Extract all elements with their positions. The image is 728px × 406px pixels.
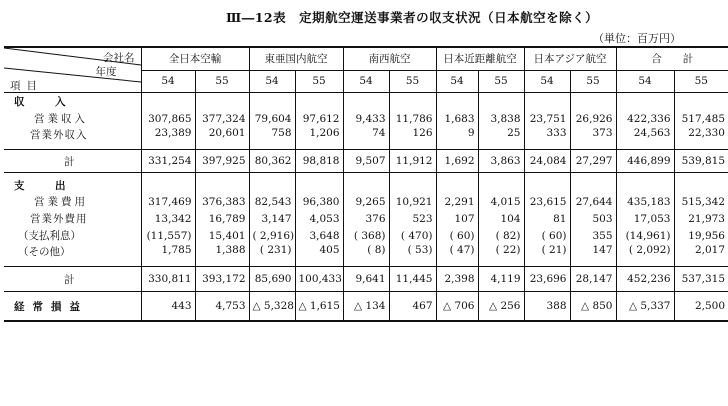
- cell: 355: [570, 227, 616, 244]
- cell: 9,507: [343, 150, 389, 173]
- cell: 3,648: [295, 227, 343, 244]
- row-label: 営業収入: [4, 110, 141, 127]
- cell: 4,753: [195, 292, 249, 322]
- company-header-sw: 南西航空: [343, 47, 436, 70]
- table-row: [4, 227, 728, 244]
- table-title: Ⅲ―12表 定期航空運送事業者の収支状況（日本航空を除く）: [226, 10, 599, 25]
- cell: 107: [436, 210, 478, 227]
- row-label: 営業外収入: [4, 127, 141, 150]
- cell: 11,445: [389, 267, 436, 292]
- cell: 2,291: [436, 193, 478, 210]
- cell: 443: [141, 292, 195, 322]
- cell: 4,015: [478, 193, 524, 210]
- table-row: [4, 244, 728, 267]
- cell: 405: [295, 244, 343, 267]
- company-header-total: 合 計: [616, 47, 728, 70]
- row-label: （その他）: [4, 244, 141, 267]
- row-label: 計: [4, 267, 141, 292]
- cell: 25: [478, 127, 524, 150]
- year-header: 54: [436, 70, 478, 92]
- cell: ( 82): [478, 227, 524, 244]
- year-header: 55: [389, 70, 436, 92]
- row-label: 営業外費用: [4, 210, 141, 227]
- cell: 97,612: [295, 110, 343, 127]
- year-header: 55: [478, 70, 524, 92]
- cell: 13,342: [141, 210, 195, 227]
- section-income-row: [4, 93, 728, 111]
- table-row-total: [4, 267, 728, 292]
- section-income-label: 収 入: [4, 93, 141, 111]
- cell: 1,683: [436, 110, 478, 127]
- company-header-jaa: 日本アジア航空: [524, 47, 616, 70]
- cell: 317,469: [141, 193, 195, 210]
- cell: 515,342: [681, 195, 725, 208]
- cell: 98,818: [295, 150, 343, 173]
- year-header: 54: [343, 70, 389, 92]
- cell: 503: [570, 210, 616, 227]
- row-label: 営業費用: [4, 193, 141, 210]
- cell: 3,147: [249, 210, 295, 227]
- cell: 422,336: [616, 110, 674, 127]
- cell: 104: [478, 210, 524, 227]
- table-row-ordinary: [4, 292, 728, 322]
- year-label: 年度: [95, 66, 117, 78]
- cell: 9,265: [343, 193, 389, 210]
- section-expense-label: 支 出: [4, 173, 141, 194]
- cell: 23,751: [524, 110, 570, 127]
- table-row: [4, 127, 728, 150]
- company-header-tda: 東亜国内航空: [249, 47, 343, 70]
- cell: ( 53): [389, 244, 436, 267]
- cell: 74: [343, 127, 389, 150]
- cell: 2,398: [436, 267, 478, 292]
- cell: 82,543: [249, 193, 295, 210]
- cell: 1,785: [141, 244, 195, 267]
- cell: △ 850: [570, 292, 616, 322]
- year-header: 55: [570, 70, 616, 92]
- cell: 517,485: [681, 112, 725, 125]
- table-row-total: [4, 150, 728, 173]
- cell: 2,500: [674, 292, 728, 322]
- cell: 23,696: [524, 267, 570, 292]
- cell: 96,380: [295, 193, 343, 210]
- cell: 23,615: [524, 193, 570, 210]
- cell: △ 706: [436, 292, 478, 322]
- cell: 27,644: [570, 193, 616, 210]
- year-header: 55: [195, 70, 249, 92]
- cell: 9: [436, 127, 478, 150]
- row-label: 計: [4, 150, 141, 173]
- cell: 10,921: [389, 193, 436, 210]
- cell: 537,315: [674, 267, 728, 292]
- cell: 307,865: [141, 110, 195, 127]
- cell: ( 47): [436, 244, 478, 267]
- cell: ( 60): [524, 227, 570, 244]
- cell: 377,324: [195, 110, 249, 127]
- cell: 539,815: [674, 150, 728, 173]
- cell: 373: [570, 127, 616, 150]
- cell: 333: [524, 127, 570, 150]
- cell: 758: [249, 127, 295, 150]
- table-row: [4, 193, 728, 210]
- cell: 27,297: [570, 150, 616, 173]
- year-header: 54: [616, 70, 674, 92]
- cell: 28,147: [570, 267, 616, 292]
- cell: 23,389: [141, 127, 195, 150]
- cell: 3,838: [478, 110, 524, 127]
- cell: △ 134: [343, 292, 389, 322]
- cell: ( 368): [343, 227, 389, 244]
- cell: 2,017: [694, 244, 725, 256]
- cell: 100,433: [295, 267, 343, 292]
- cell: 467: [389, 292, 436, 322]
- cell: 24,084: [524, 150, 570, 173]
- cell: 9,433: [343, 110, 389, 127]
- cell: 147: [570, 244, 616, 267]
- cell: 81: [524, 210, 570, 227]
- year-header: 55: [694, 75, 708, 88]
- income-expense-table: [4, 46, 728, 322]
- cell: 330,811: [141, 267, 195, 292]
- table-row: [4, 210, 728, 227]
- row-label: 経常損益: [4, 292, 141, 322]
- item-label: 項目: [10, 80, 43, 92]
- cell: ( 22): [478, 244, 524, 267]
- corner-header: [4, 47, 141, 93]
- cell: 1,206: [295, 127, 343, 150]
- cell: 393,172: [195, 267, 249, 292]
- cell: 331,254: [141, 150, 195, 173]
- cell: ( 231): [249, 244, 295, 267]
- cell: 126: [389, 127, 436, 150]
- table-row: [4, 110, 728, 127]
- cell: 19,956: [688, 229, 725, 242]
- cell: ( 470): [389, 227, 436, 244]
- section-expense-row: [4, 173, 728, 194]
- cell: 26,926: [570, 110, 616, 127]
- cell: (14,961): [616, 227, 674, 244]
- unit-label: （単位：百万円）: [593, 32, 681, 45]
- year-header: 55: [295, 70, 343, 92]
- cell: 79,604: [249, 110, 295, 127]
- cell: △ 256: [478, 292, 524, 322]
- cell: ( 21): [524, 244, 570, 267]
- cell: ( 60): [436, 227, 478, 244]
- cell: 17,053: [616, 210, 674, 227]
- cell: 376,383: [195, 193, 249, 210]
- cell: (11,557): [141, 227, 195, 244]
- cell: ( 8): [343, 244, 389, 267]
- cell: 11,912: [389, 150, 436, 173]
- cell: 452,236: [616, 267, 674, 292]
- cell: 11,786: [389, 110, 436, 127]
- cell: 397,925: [195, 150, 249, 173]
- row-label: （支払利息）: [4, 227, 141, 244]
- cell: 16,789: [195, 210, 249, 227]
- cell: 4,053: [295, 210, 343, 227]
- year-header: 54: [249, 70, 295, 92]
- cell: 24,563: [616, 127, 674, 150]
- cell: 523: [389, 210, 436, 227]
- cell: ( 2,092): [616, 244, 674, 267]
- cell: 22,330: [688, 127, 725, 139]
- cell: △ 5,328: [249, 292, 295, 322]
- company-header-nkk: 日本近距離航空: [436, 47, 524, 70]
- cell: 376: [343, 210, 389, 227]
- cell: △ 1,615: [295, 292, 343, 322]
- cell: 435,183: [616, 193, 674, 210]
- cell: △ 5,337: [616, 292, 674, 322]
- header-company-row: [4, 47, 728, 70]
- cell: 9,641: [343, 267, 389, 292]
- cell: 21,973: [688, 212, 725, 225]
- company-label: 会社名: [103, 52, 135, 64]
- cell: 446,899: [616, 150, 674, 173]
- cell: 20,601: [195, 127, 249, 150]
- cell: 3,863: [478, 150, 524, 173]
- cell: 1,388: [195, 244, 249, 267]
- cell: 15,401: [195, 227, 249, 244]
- cell: 4,119: [478, 267, 524, 292]
- cell: 1,692: [436, 150, 478, 173]
- company-header-ana: 全日本空輸: [141, 47, 249, 70]
- year-header: 54: [524, 70, 570, 92]
- year-header: 54: [141, 70, 195, 92]
- cell: 80,362: [249, 150, 295, 173]
- cell: 85,690: [249, 267, 295, 292]
- cell: ( 2,916): [249, 227, 295, 244]
- cell: 388: [524, 292, 570, 322]
